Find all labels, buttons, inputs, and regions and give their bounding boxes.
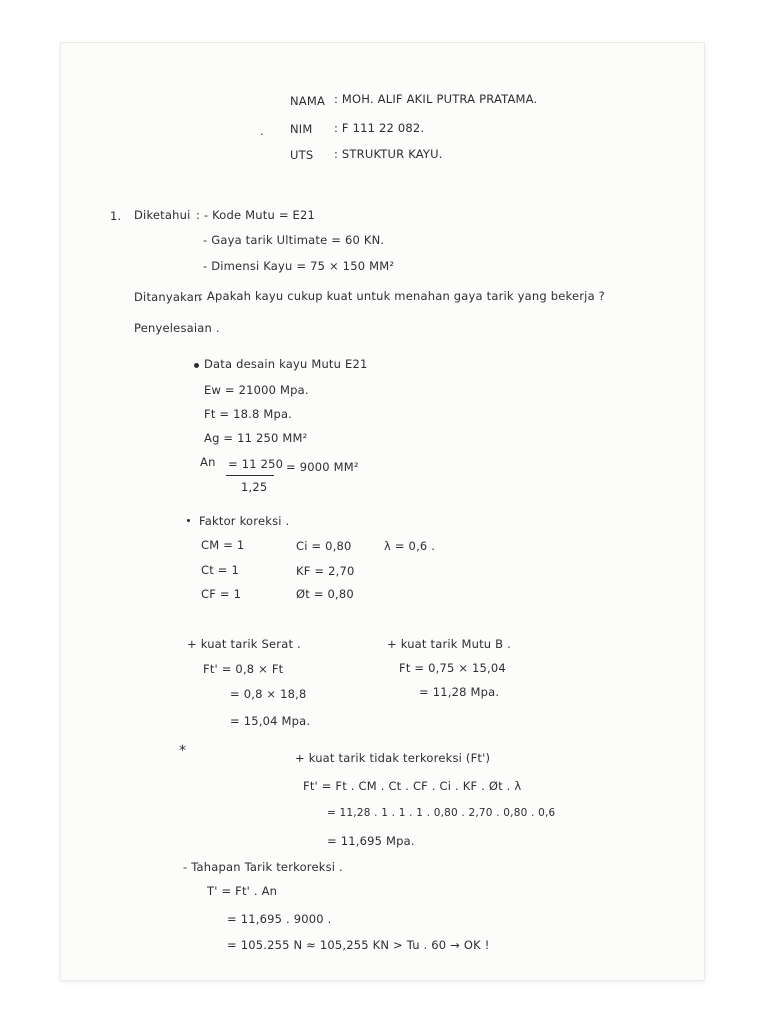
uts-value: : STRUKTUR KAYU. — [334, 147, 443, 161]
bullet-dot — [187, 519, 190, 522]
ag-value: Ag = 11 250 MM² — [204, 431, 308, 445]
quality-strength-title: + kuat tarik Mutu B . — [387, 637, 511, 651]
factor-lambda: λ = 0,6 . — [384, 539, 436, 553]
uts-label: UTS — [290, 148, 314, 162]
fiber-strength-line-1: Ft' = 0,8 × Ft — [203, 662, 284, 676]
ditanyakan-label: Ditanyakan — [134, 290, 202, 304]
quality-strength-line-2: = 11,28 Mpa. — [419, 685, 500, 699]
an-numerator: = 11 250 — [228, 457, 284, 471]
fraction-bar — [226, 475, 274, 476]
resistance-line-3: = 105.255 N ≈ 105,255 KN > Tu . 60 → OK ! — [227, 938, 490, 952]
ft-value: Ft = 18.8 Mpa. — [204, 407, 293, 421]
design-data-title: Data desain kayu Mutu E21 — [204, 357, 368, 371]
fiber-strength-title: + kuat tarik Serat . — [187, 637, 301, 651]
uncorrected-line-1: Ft' = Ft . CM . Ct . CF . Ci . KF . Øt . λ — [303, 779, 522, 793]
nim-label: NIM — [290, 122, 313, 136]
penyelesaian-label: Penyelesaian . — [134, 321, 220, 335]
factor-cf: CF = 1 — [201, 587, 242, 601]
ew-value: Ew = 21000 Mpa. — [204, 383, 309, 397]
uncorrected-line-2: = 11,28 . 1 . 1 . 1 . 0,80 . 2,70 . 0,80 . 0,6 — [327, 807, 556, 819]
nama-label: NAMA — [290, 94, 326, 108]
resistance-line-2: = 11,695 . 9000 . — [227, 912, 332, 926]
factor-ct: Ct = 1 — [201, 563, 240, 577]
quality-strength-line-1: Ft = 0,75 × 15,04 — [399, 661, 506, 675]
star-mark: * — [179, 743, 187, 759]
fiber-strength-line-2: = 0,8 × 18,8 — [230, 687, 307, 701]
uncorrected-line-3: = 11,695 Mpa. — [327, 834, 415, 848]
nama-value: : MOH. ALIF AKIL PUTRA PRATAMA. — [334, 92, 538, 106]
factor-kf: KF = 2,70 — [296, 564, 355, 578]
bullet-dot — [194, 363, 199, 368]
an-result: = 9000 MM² — [286, 460, 359, 474]
diketahui-label: Diketahui — [134, 208, 191, 222]
factor-phi: Øt = 0,80 — [296, 587, 354, 601]
an-label: An — [200, 455, 216, 469]
factor-ci: Ci = 0,80 — [296, 539, 352, 553]
given-item-2: - Gaya tarik Ultimate = 60 KN. — [203, 233, 385, 247]
factor-cm: CM = 1 — [201, 538, 245, 552]
resistance-line-1: T' = Ft' . An — [207, 884, 278, 898]
correction-title: Faktor koreksi . — [199, 514, 290, 528]
given-item-3: - Dimensi Kayu = 75 × 150 MM² — [203, 259, 395, 273]
fiber-strength-line-3: = 15,04 Mpa. — [230, 714, 311, 728]
nim-value: : F 111 22 082. — [334, 121, 425, 135]
uncorrected-title: + kuat tarik tidak terkoreksi (Ft') — [295, 751, 491, 765]
ditanyakan-text: : Apakah kayu cukup kuat untuk menahan gaya tarik yang bekerja ? — [199, 289, 605, 303]
stray-mark: . — [260, 124, 264, 138]
given-item-1: : - Kode Mutu = E21 — [196, 208, 316, 222]
an-denominator: 1,25 — [241, 480, 268, 494]
resistance-title: - Tahapan Tarik terkoreksi . — [183, 860, 343, 874]
question-number: 1. — [110, 209, 122, 223]
